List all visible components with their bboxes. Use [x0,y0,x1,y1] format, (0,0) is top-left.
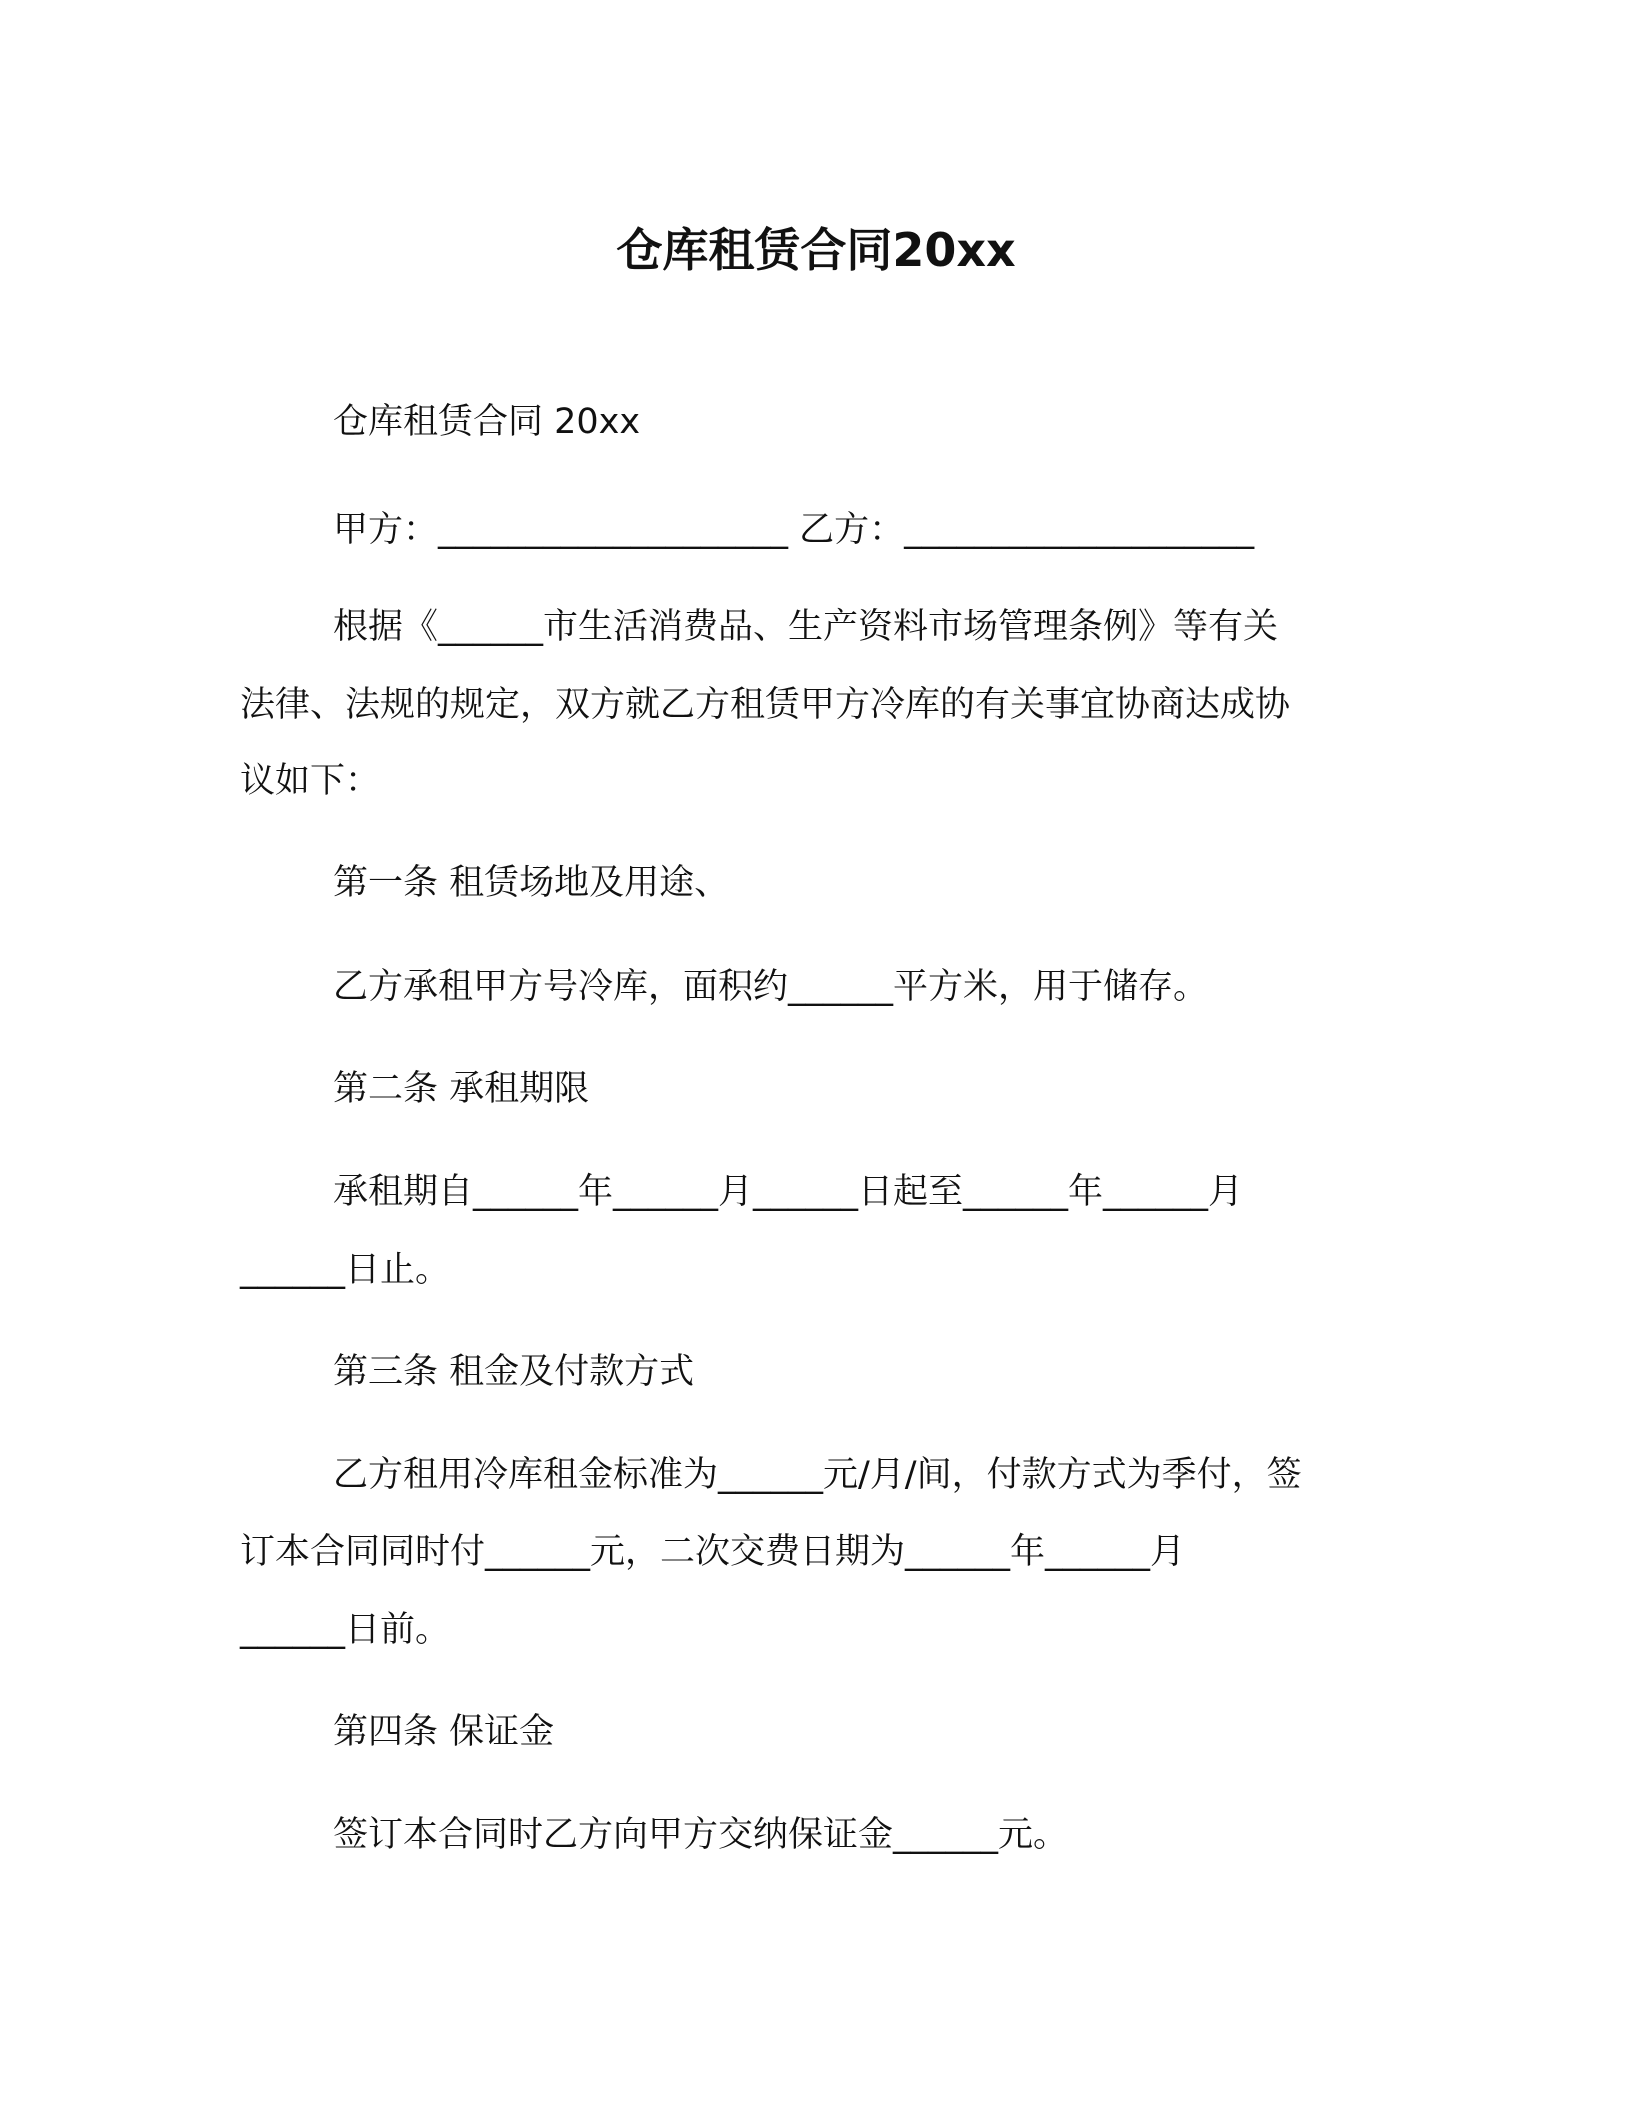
preamble-line-1: 根据《______市生活消费品、生产资料市场管理条例》等有关 [333,607,1279,647]
parties-line: 甲方：____________________ 乙方：____________________ [333,510,1255,550]
article-3-body-line-3: ______日前。 [240,1610,451,1650]
article-3-heading: 第三条 租金及付款方式 [333,1352,695,1392]
article-3-body-line-2: 订本合同同时付______元，二次交费日期为______年______月 [240,1532,1186,1572]
article-4-heading: 第四条 保证金 [333,1712,555,1752]
article-1-heading: 第一条 租赁场地及用途、 [333,863,730,903]
preamble-line-3: 议如下： [240,761,381,801]
article-2-body-line-2: ______日止。 [240,1250,451,1290]
subtitle-line: 仓库租赁合同 20xx [333,402,641,442]
preamble-line-2: 法律、法规的规定，双方就乙方租赁甲方冷库的有关事宜协商达成协 [240,685,1291,725]
article-1-body: 乙方承租甲方号冷库，面积约______平方米，用于储存。 [333,967,1209,1007]
article-3-body-line-1: 乙方租用冷库租金标准为______元/月/间，付款方式为季付，签 [333,1455,1302,1495]
article-4-body: 签订本合同时乙方向甲方交纳保证金______元。 [333,1815,1069,1855]
article-2-body-line-1: 承租期自______年______月______日起至______年______月 [333,1172,1244,1212]
article-2-heading: 第二条 承租期限 [333,1069,590,1109]
document-title: 仓库租赁合同20xx [616,223,1016,277]
